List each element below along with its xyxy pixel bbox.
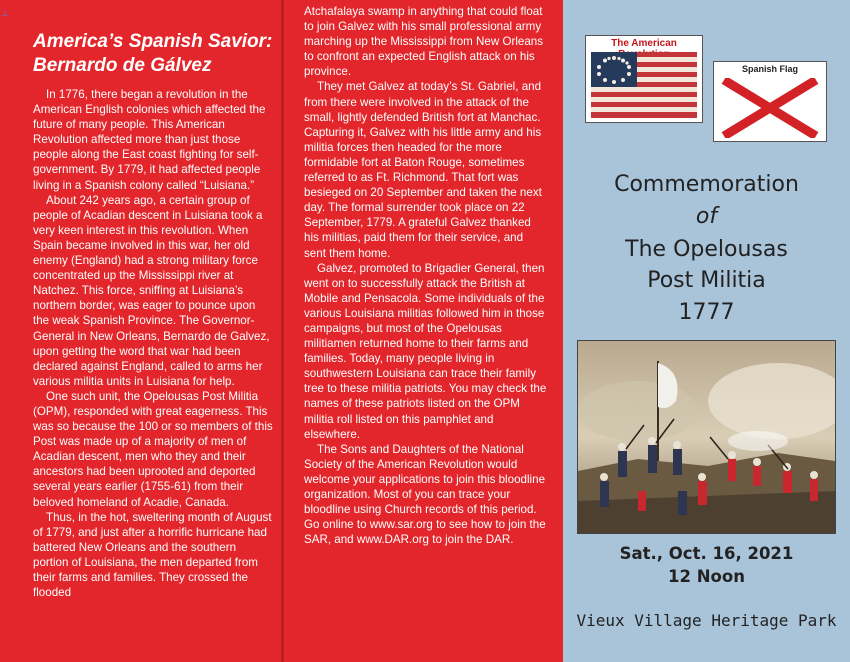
flag-caption: The American [611,38,677,49]
burgundy-cross-icon [720,78,820,138]
paragraph: Galvez, promoted to Brigadier General, then went on to successfully attack the British at Mobile and Pensacola. Some individuals of the various Louisiana militias followed him in those campaigns, but most of the Opelousas militiamen returned home to their farms and families. Today, many people living in southwestern Louisiana can trace their family tree to these militia patriots. You may check the names of these patriots listed on the OPM militia roll listed on this pamphlet and elsewhere. [304,261,547,441]
flag-caption: Spanish Flag [741,64,798,74]
heading-post-militia: Post Militia [647,268,766,293]
battle-painting-image [577,340,836,534]
event-date: Sat., Oct. 16, 2021 [619,544,794,563]
middle-column-text [304,4,548,547]
event-location: Vieux Village Heritage Park [576,611,837,630]
paragraph: Atchafalaya swamp in anything that could float to join Galvez with his small professional army marching up the Mississippi from New Orleans to confront an expected English attack on his province. [304,5,544,79]
paragraph: About 242 years ago, a certain group of people of Acadian descent in Luisiana took a very keen interest in this revolution. When Spain became involved in this war, her old enemy (England) had a strong military force concentrated up the Mississippi river at Natchez. This force, sniffing at Luisiana’s northern border, was eager to pounce upon the weak Spanish Province. The Governor-General in New Orleans, Bernardo de Galvez, upon getting the word that war had been declared against England, called to arms her various militia units in Luisiana for help. [33,193,270,388]
anchor-icon: ⊥ [1,8,9,18]
left-column-text [33,87,273,600]
american-revolution-flag-image [585,35,703,123]
heading-of: of [695,204,718,229]
paragraph: In 1776, there began a revolution in the American English colonies which affected the future of many people. This American Revolution affected more than just those people along the East coast fighting for self-government. By 1779, it had affected people living in a Spanish colony called “Luisiana.” [33,88,266,192]
heading-year: 1777 [678,300,735,325]
heading-commemoration: Commemoration [614,172,799,197]
title-line-2: Bernardo de Gálvez [33,55,212,76]
heading-opelousas: The Opelousas [625,237,788,262]
battle-painting-icon [578,341,835,533]
event-time: 12 Noon [668,567,745,586]
panel-fold-divider [281,0,284,662]
paragraph: Thus, in the hot, sweltering month of August of 1779, and just after a horrific hurricane had battered New Orleans and the southern portion of Louisiana, the men departed from their farms and families. They crossed the flooded [33,510,272,600]
article-title [33,30,278,78]
paragraph: The Sons and Daughters of the National Society of the American Revolution would welcome your applications to join this bloodline organization. Most of you can trace your bloodline using Church records of this period. Go online to www.sar.org to see how to join the SAR, and www.DAR.org to join the DAR. [304,442,546,547]
title-line-1: America’s Spanish Savior: [33,31,273,52]
paragraph: They met Galvez at today’s St. Gabriel, and from there were involved in the attack of the small, lightly defended British fort at Manchac. Capturing it, Galvez with his little army and his militia forces then headed for the more formidable fort at Baton Rouge, sometimes referred to as Ft. Richmond. That fort was besieged on 20 September and taken the next day. The formal surrender took place on 22 September, 1779. A grateful Galvez thanked his militias, paid them for their service, and sent them home. [304,80,542,260]
betsy-ross-flag-icon [591,52,697,118]
paragraph: One such unit, the Opelousas Post Militia (OPM), responded with great eagerness. This was so because the 100 or so members of this Post was made up of a majority of men of Acadian descent, men who they and their ancestors had been uprooted and deported several years earlier (1755-61) from their beloved homeland of Acadie, Canada. [33,389,273,509]
spanish-flag-image [713,61,827,142]
